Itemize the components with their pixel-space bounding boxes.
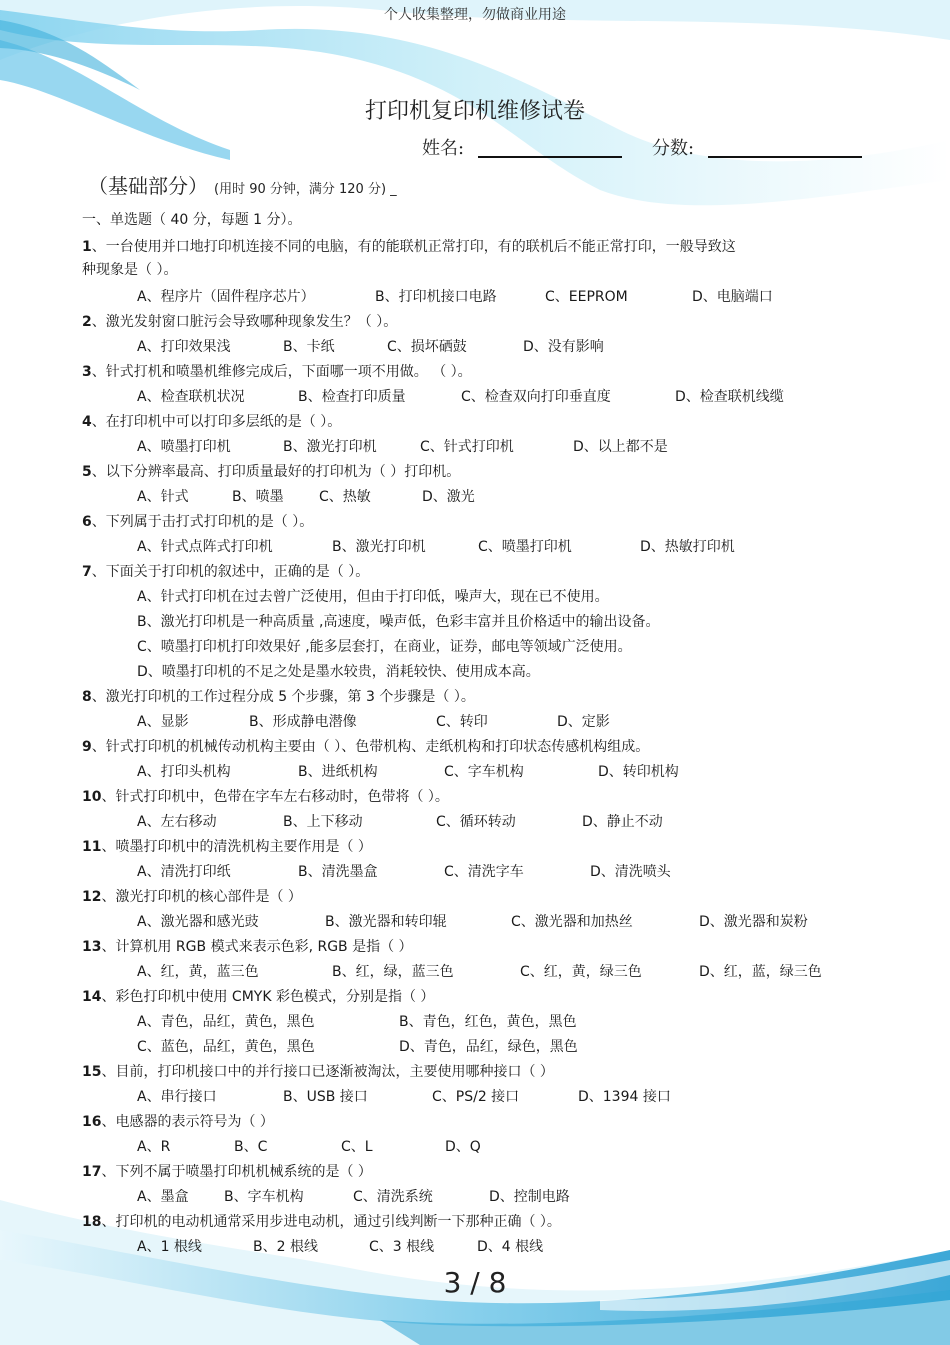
- option-d: D、静止不动: [582, 814, 663, 830]
- option-c: C、字车机构: [444, 764, 524, 780]
- option-d: D、没有影响: [523, 339, 604, 355]
- option-a: A、打印头机构: [137, 764, 231, 780]
- option-b: B、打印机接口电路: [375, 289, 497, 305]
- option-b: B、清洗墨盒: [298, 864, 378, 880]
- option-a: A、打印效果浅: [137, 339, 231, 355]
- option-a: A、墨盒: [137, 1189, 189, 1205]
- question-number: 13: [82, 939, 102, 955]
- question-7: [82, 562, 369, 582]
- option-c: C、检查双向打印垂直度: [461, 389, 611, 405]
- option-c: C、循环转动: [436, 814, 516, 830]
- question-number: 3: [82, 364, 92, 380]
- option-a: A、红，黄，蓝三色: [137, 964, 259, 980]
- option-a: A、针式打印机在过去曾广泛使用，但由于打印低，噪声大，现在已不使用。: [137, 589, 609, 605]
- section-title: （基础部分）: [88, 174, 208, 198]
- option-d: D、Q: [445, 1139, 481, 1155]
- option-b: B、红，绿，蓝三色: [332, 964, 454, 980]
- question-text: 、一台使用并口地打印机连接不同的电脑，有的能联机正常打印，有的联机后不能正常打印，一般导致这: [91, 239, 736, 255]
- option-b: B、激光打印机: [332, 539, 426, 555]
- option-d: D、清洗喷头: [590, 864, 671, 880]
- option-b: B、上下移动: [283, 814, 363, 830]
- option-b: B、喷墨: [232, 489, 284, 505]
- option-c: C、蓝色，品红，黄色，黑色: [137, 1039, 315, 1055]
- option-a: A、针式点阵式打印机: [137, 539, 273, 555]
- question-1: [82, 237, 736, 257]
- option-c: C、损坏硒鼓: [387, 339, 467, 355]
- question-text: 、激光打印机的工作过程分成 5 个步骤，第 3 个步骤是（ ）。: [91, 689, 475, 705]
- name-label: 姓名:: [422, 138, 465, 159]
- option-c: C、EEPROM: [545, 289, 628, 305]
- question-4: [82, 412, 341, 432]
- question-number: 14: [82, 989, 102, 1005]
- question-number: 8: [82, 689, 92, 705]
- option-a: A、检查联机状况: [137, 389, 245, 405]
- question-13: [82, 937, 413, 957]
- option-d: D、热敏打印机: [640, 539, 735, 555]
- option-b: B、USB 接口: [283, 1089, 368, 1105]
- option-d: D、青色，品红，绿色，黑色: [399, 1039, 578, 1055]
- part-header: 一、单选题（ 40 分，每题 1 分）。: [82, 212, 302, 228]
- question-text: 、电感器的表示符号为（ ）: [101, 1114, 274, 1130]
- option-b: B、2 根线: [253, 1239, 318, 1255]
- option-d: D、转印机构: [598, 764, 679, 780]
- question-12: [82, 887, 302, 907]
- question-text: 、针式打印机中，色带在字车左右移动时，色带将（ ）。: [101, 789, 449, 805]
- option-b: B、卡纸: [283, 339, 335, 355]
- question-number: 12: [82, 889, 102, 905]
- question-text: 、针式打印机的机械传动机构主要由（ ）、色带机构、走纸机构和打印状态传感机构组成。: [91, 739, 650, 755]
- option-c: C、热敏: [319, 489, 371, 505]
- option-a: A、喷墨打印机: [137, 439, 231, 455]
- question-number: 6: [82, 514, 92, 530]
- option-a: A、显影: [137, 714, 189, 730]
- question-text: 、计算机用 RGB 模式来表示色彩, RGB 是指（ ）: [101, 939, 413, 955]
- option-d: D、以上都不是: [573, 439, 668, 455]
- question-number: 1: [82, 239, 92, 255]
- option-c: C、针式打印机: [420, 439, 514, 455]
- question-text: 、针式打机和喷墨机维修完成后，下面哪一项不用做。 （ ）。: [91, 364, 472, 380]
- option-a: A、左右移动: [137, 814, 217, 830]
- question-text: 、在打印机中可以打印多层纸的是（ ）。: [91, 414, 342, 430]
- section-heading: [88, 170, 397, 199]
- question-8: [82, 687, 475, 707]
- question-3: [82, 362, 472, 382]
- question-number: 11: [82, 839, 102, 855]
- option-d: D、红，蓝，绿三色: [699, 964, 822, 980]
- option-d: D、控制电路: [489, 1189, 570, 1205]
- question-number: 15: [82, 1064, 102, 1080]
- option-a: A、针式: [137, 489, 189, 505]
- question-number: 4: [82, 414, 92, 430]
- option-b: B、激光器和转印辊: [325, 914, 447, 930]
- score-label: 分数:: [652, 138, 695, 159]
- question-15: [82, 1062, 554, 1082]
- option-c: C、喷墨打印机打印效果好 ,能多层套打，在商业，证券，邮电等领域广泛使用。: [137, 639, 632, 655]
- option-b: B、激光打印机: [283, 439, 377, 455]
- option-d: D、定影: [557, 714, 610, 730]
- question-5: [82, 462, 460, 482]
- question-text: 、下面关于打印机的叙述中，正确的是（ ）。: [91, 564, 370, 580]
- option-c: C、喷墨打印机: [478, 539, 572, 555]
- option-d: D、电脑端口: [692, 289, 773, 305]
- option-d: D、检查联机线缆: [675, 389, 784, 405]
- question-10: [82, 787, 449, 807]
- question-number: 7: [82, 564, 92, 580]
- option-c: C、清洗字车: [444, 864, 524, 880]
- option-a: A、R: [137, 1139, 171, 1155]
- option-a: A、激光器和感光豉: [137, 914, 259, 930]
- section-note: (用时 90 分钟，满分 120 分) _: [214, 182, 397, 197]
- option-c: C、3 根线: [369, 1239, 435, 1255]
- option-a: A、串行接口: [137, 1089, 217, 1105]
- question-9: [82, 737, 649, 757]
- question-number: 16: [82, 1114, 102, 1130]
- question-2: [82, 312, 397, 332]
- option-d: D、4 根线: [477, 1239, 544, 1255]
- option-d: D、激光: [422, 489, 475, 505]
- option-d: D、激光器和炭粉: [699, 914, 808, 930]
- exam-title: 打印机复印机维修试卷: [364, 99, 585, 124]
- question-number: 2: [82, 314, 92, 330]
- question-number: 9: [82, 739, 92, 755]
- question-text: 、喷墨打印机中的清洗机构主要作用是（ ）: [101, 839, 372, 855]
- question-text: 、下列属于击打式打印机的是（ ）。: [91, 514, 314, 530]
- option-c: C、清洗系统: [353, 1189, 433, 1205]
- question-text: 、下列不属于喷墨打印机机械系统的是（ ）: [101, 1164, 372, 1180]
- option-b: B、形成静电潜像: [249, 714, 357, 730]
- option-b: B、C: [234, 1139, 268, 1155]
- question-number: 5: [82, 464, 92, 480]
- question-text: 、以下分辨率最高、打印质量最好的打印机为（ ）打印机。: [91, 464, 461, 480]
- option-c: C、激光器和加热丝: [511, 914, 633, 930]
- option-a: A、清洗打印纸: [137, 864, 231, 880]
- option-c: C、L: [341, 1139, 373, 1155]
- question-18: [82, 1212, 561, 1232]
- question-text: 、目前，打印机接口中的并行接口已逐渐被淘汰，主要使用哪种接口（ ）: [101, 1064, 554, 1080]
- question-text-continued: 种现象是（ ）。: [82, 262, 178, 278]
- option-a: A、程序片（固件程序芯片）: [137, 289, 315, 305]
- question-text: 、打印机的电动机通常采用步进电动机，通过引线判断一下那种正确（ ）。: [101, 1214, 561, 1230]
- question-17: [82, 1162, 372, 1182]
- question-11: [82, 837, 372, 857]
- question-number: 17: [82, 1164, 102, 1180]
- option-b: B、青色，红色，黄色，黑色: [399, 1014, 577, 1030]
- question-number: 18: [82, 1214, 102, 1230]
- question-text: 、激光发射窗口脏污会导致哪种现象发生？（ ）。: [91, 314, 398, 330]
- option-b: B、字车机构: [224, 1189, 304, 1205]
- watermark-text: 个人收集整理，勿做商业用途: [384, 7, 566, 23]
- option-a: A、青色，品红，黄色，黑色: [137, 1014, 315, 1030]
- question-text: 、激光打印机的核心部件是（ ）: [101, 889, 302, 905]
- option-d: D、1394 接口: [578, 1089, 671, 1105]
- option-b: B、激光打印机是一种高质量 ,高速度，噪声低，色彩丰富并且价格适中的输出设备。: [137, 614, 660, 630]
- option-c: C、转印: [436, 714, 488, 730]
- option-a: A、1 根线: [137, 1239, 202, 1255]
- question-16: [82, 1112, 274, 1132]
- name-blank-line: [478, 156, 622, 158]
- option-b: B、检查打印质量: [298, 389, 406, 405]
- option-c: C、PS/2 接口: [432, 1089, 520, 1105]
- option-b: B、进纸机构: [298, 764, 378, 780]
- question-text: 、彩色打印机中使用 CMYK 彩色模式，分别是指（ ）: [101, 989, 435, 1005]
- question-14: [82, 987, 434, 1007]
- score-blank-line: [708, 156, 862, 158]
- option-c: C、红，黄，绿三色: [520, 964, 642, 980]
- page-number: 3 / 8: [443, 1266, 507, 1299]
- question-number: 10: [82, 789, 102, 805]
- option-d: D、喷墨打印机的不足之处是墨水较贵，消耗较快、使用成本高。: [137, 664, 540, 680]
- question-6: [82, 512, 313, 532]
